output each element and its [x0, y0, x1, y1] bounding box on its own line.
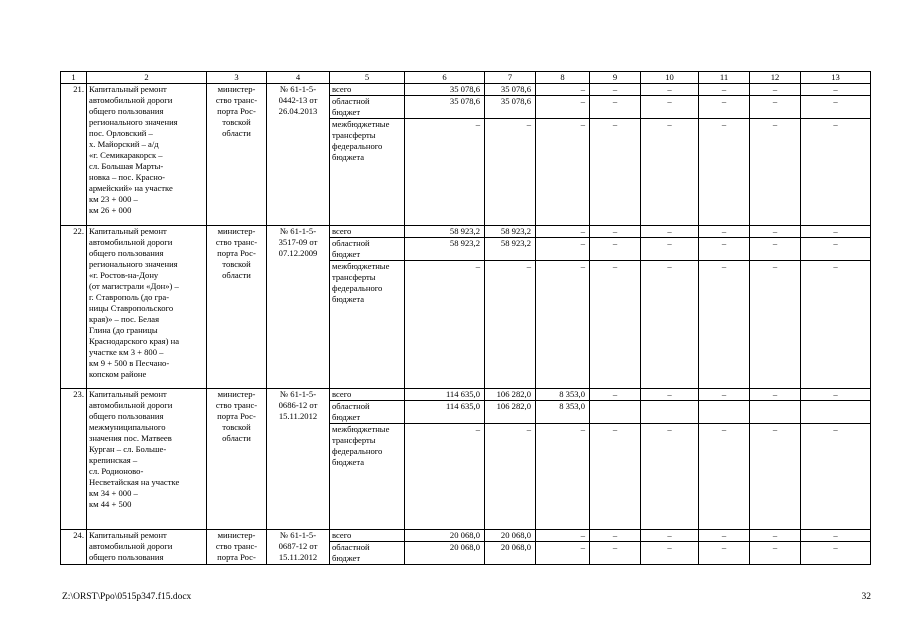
amount-cell: – [699, 238, 750, 261]
amount-cell: 35 078,6 [405, 84, 485, 96]
funding-source: областной бюджет [330, 238, 405, 261]
column-number: 5 [330, 72, 405, 84]
amount-cell: – [801, 530, 871, 542]
amount-cell: – [590, 96, 641, 119]
amount-cell [590, 401, 641, 424]
amount-cell: 35 078,6 [485, 84, 536, 96]
amount-cell: 106 282,0 [485, 401, 536, 424]
amount-cell: 20 068,0 [485, 530, 536, 542]
amount-cell: – [699, 389, 750, 401]
amount-cell: – [750, 542, 801, 565]
amount-cell: – [641, 238, 699, 261]
amount-cell: – [405, 119, 485, 226]
column-number: 10 [641, 72, 699, 84]
amount-cell: – [641, 96, 699, 119]
amount-cell: – [801, 261, 871, 389]
funding-source: областной бюджет [330, 401, 405, 424]
amount-cell: – [699, 84, 750, 96]
amount-cell: – [405, 424, 485, 530]
amount-cell: – [641, 389, 699, 401]
funding-source: областной бюджет [330, 542, 405, 565]
amount-cell: – [801, 389, 871, 401]
amount-cell: – [536, 542, 590, 565]
amount-cell: – [641, 530, 699, 542]
column-number: 7 [485, 72, 536, 84]
amount-cell: – [536, 261, 590, 389]
responsible-organization: министер- ство транс- порта Рос- товской области [207, 226, 267, 389]
amount-cell: – [801, 238, 871, 261]
amount-cell: – [699, 542, 750, 565]
column-number: 6 [405, 72, 485, 84]
responsible-organization: министер- ство транс- порта Рос- товской области [207, 84, 267, 226]
amount-cell: – [590, 389, 641, 401]
amount-cell: 20 068,0 [485, 542, 536, 565]
expert-conclusion: № 61-1-5- 0686-12 от 15.11.2012 [267, 389, 330, 530]
amount-cell [641, 401, 699, 424]
amount-cell: – [750, 424, 801, 530]
amount-cell: – [801, 84, 871, 96]
amount-cell: 20 068,0 [405, 542, 485, 565]
amount-cell: – [801, 96, 871, 119]
amount-cell: – [699, 119, 750, 226]
amount-cell: – [699, 424, 750, 530]
column-number: 4 [267, 72, 330, 84]
amount-cell: 58 923,2 [405, 226, 485, 238]
amount-cell: – [641, 84, 699, 96]
object-description: Капитальный ремонт автомобильной дороги общего пользования [87, 530, 207, 565]
amount-cell: 58 923,2 [405, 238, 485, 261]
page-number: 32 [861, 592, 871, 602]
amount-cell: – [536, 424, 590, 530]
entry-number: 23. [61, 389, 87, 530]
table-row [61, 389, 871, 401]
amount-cell: 58 923,2 [485, 226, 536, 238]
amount-cell: – [801, 424, 871, 530]
amount-cell: – [536, 119, 590, 226]
amount-cell: – [485, 119, 536, 226]
amount-cell: 58 923,2 [485, 238, 536, 261]
column-number: 11 [699, 72, 750, 84]
amount-cell: – [641, 424, 699, 530]
funding-source: межбюджетные трансферты федерального бюджета [330, 119, 405, 226]
funding-source: всего [330, 84, 405, 96]
amount-cell: – [699, 530, 750, 542]
amount-cell: 114 635,0 [405, 389, 485, 401]
amount-cell: – [801, 226, 871, 238]
amount-cell [699, 401, 750, 424]
amount-cell: 8 353,0 [536, 389, 590, 401]
amount-cell: – [536, 84, 590, 96]
amount-cell: 35 078,6 [405, 96, 485, 119]
amount-cell: – [485, 424, 536, 530]
object-description: Капитальный ремонт автомобильной дороги общего пользования межмуниципального значения пос. Матвеев Курган – сл. Больше- крепинская – сл. Родионово- Несветайская на участке км 34 + 000 – км 44 + 500 [87, 389, 207, 530]
table-row [61, 84, 871, 96]
column-number: 3 [207, 72, 267, 84]
amount-cell: – [590, 238, 641, 261]
object-description: Капитальный ремонт автомобильной дороги общего пользования регионального значения пос. Орловский – х. Майорский – а/д «г. Семикаракорск – сл. Большая Марты- новка – пос. Красно- армейский» на участке км 23 + 000 – км 26 + 000 [87, 84, 207, 226]
amount-cell: 20 068,0 [405, 530, 485, 542]
column-number: 1 [61, 72, 87, 84]
amount-cell: – [750, 96, 801, 119]
amount-cell: – [590, 530, 641, 542]
amount-cell: – [750, 226, 801, 238]
amount-cell [801, 401, 871, 424]
amount-cell: – [750, 389, 801, 401]
amount-cell: – [750, 238, 801, 261]
amount-cell: – [699, 226, 750, 238]
amount-cell: 35 078,6 [485, 96, 536, 119]
column-number: 8 [536, 72, 590, 84]
amount-cell: – [750, 84, 801, 96]
amount-cell: – [590, 84, 641, 96]
amount-cell: – [801, 119, 871, 226]
funding-source: областной бюджет [330, 96, 405, 119]
column-number: 2 [87, 72, 207, 84]
table-row [61, 226, 871, 238]
responsible-organization: министер- ство транс- порта Рос- товской области [207, 389, 267, 530]
amount-cell: – [536, 226, 590, 238]
expert-conclusion: № 61-1-5- 0687-12 от 15.11.2012 [267, 530, 330, 565]
amount-cell: 114 635,0 [405, 401, 485, 424]
object-description: Капитальный ремонт автомобильной дороги общего пользования регионального значения «г. Ростов-на-Дону (от магистрали «Дон») – г. Ставрополь (до гра- ницы Ставропольского края)» – пос. Белая Глина (до границы Краснодарского края) на участке км 3 + 800 – км 9 + 500 в Песчано- копском районе [87, 226, 207, 389]
amount-cell: – [699, 96, 750, 119]
amount-cell: – [641, 261, 699, 389]
amount-cell: – [590, 424, 641, 530]
amount-cell [750, 401, 801, 424]
entry-number: 24. [61, 530, 87, 565]
responsible-organization: министер- ство транс- порта Рос- [207, 530, 267, 565]
amount-cell: – [641, 542, 699, 565]
amount-cell: – [801, 542, 871, 565]
expert-conclusion: № 61-1-5- 0442-13 от 26.04.2013 [267, 84, 330, 226]
entry-number: 22. [61, 226, 87, 389]
budget-table [60, 71, 871, 565]
column-number: 13 [801, 72, 871, 84]
amount-cell: – [536, 96, 590, 119]
funding-source: межбюджетные трансферты федерального бюджета [330, 261, 405, 389]
amount-cell: – [641, 119, 699, 226]
entry-number: 21. [61, 84, 87, 226]
amount-cell: – [641, 226, 699, 238]
amount-cell: – [750, 119, 801, 226]
amount-cell: 106 282,0 [485, 389, 536, 401]
amount-cell: – [536, 238, 590, 261]
column-number-row [61, 72, 871, 84]
amount-cell: – [750, 261, 801, 389]
table-row [61, 530, 871, 542]
funding-source: всего [330, 530, 405, 542]
amount-cell: – [590, 226, 641, 238]
expert-conclusion: № 61-1-5- 3517-09 от 07.12.2009 [267, 226, 330, 389]
amount-cell: – [590, 119, 641, 226]
funding-source: межбюджетные трансферты федерального бюджета [330, 424, 405, 530]
file-path: Z:\ORST\Ppo\0515p347.f15.docx [62, 592, 192, 602]
amount-cell: – [750, 530, 801, 542]
amount-cell: 8 353,0 [536, 401, 590, 424]
column-number: 12 [750, 72, 801, 84]
amount-cell: – [536, 530, 590, 542]
funding-source: всего [330, 226, 405, 238]
amount-cell: – [699, 261, 750, 389]
amount-cell: – [590, 261, 641, 389]
column-number: 9 [590, 72, 641, 84]
funding-source: всего [330, 389, 405, 401]
amount-cell: – [485, 261, 536, 389]
amount-cell: – [590, 542, 641, 565]
amount-cell: – [405, 261, 485, 389]
